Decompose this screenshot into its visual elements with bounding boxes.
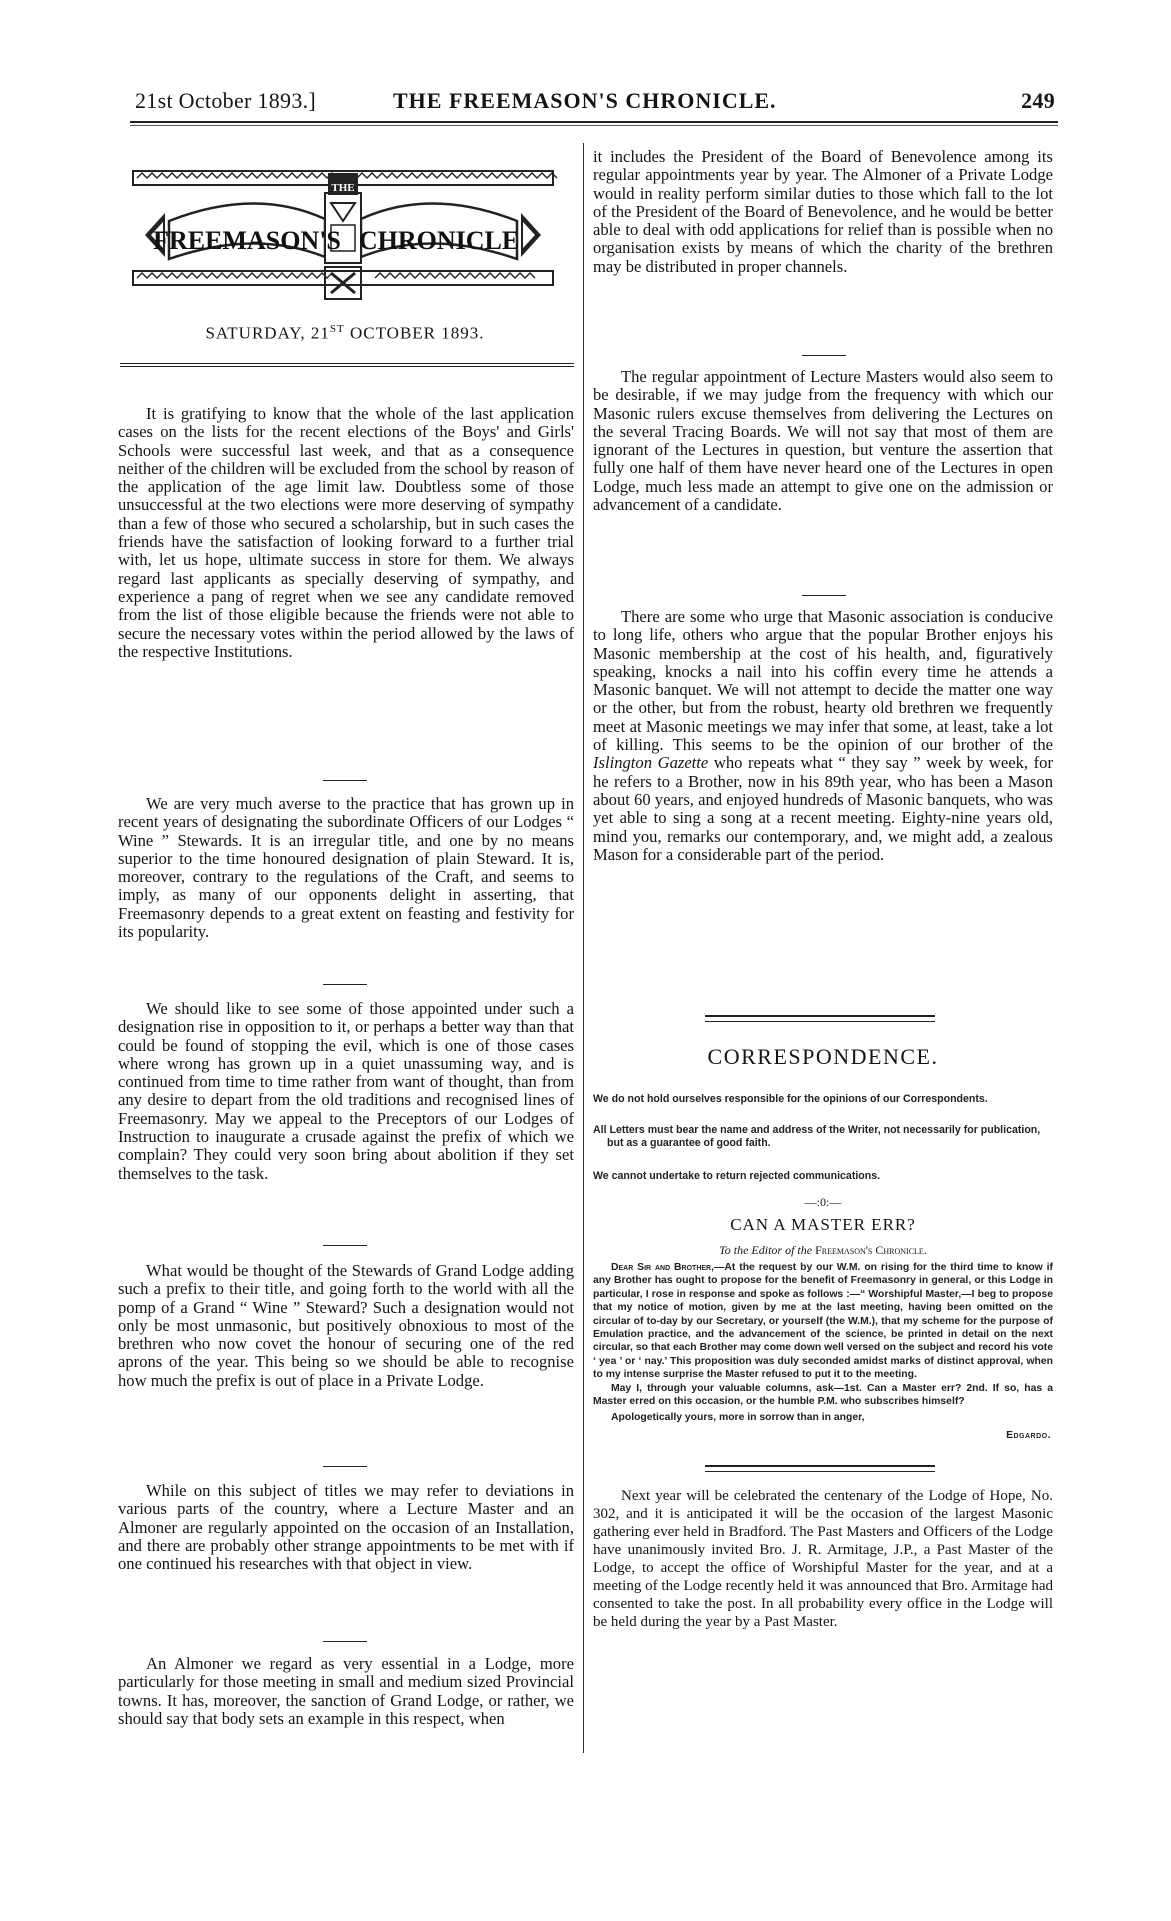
date-rule-second: [120, 366, 574, 367]
article-text: There are some who urge that Masonic association is conducive to long life, others who argue that the popular Brother enjoys his Masonic membership at the cost of his health, and, figuratively speaking, knocks a nail into his coffin every time he attends a Masonic banquet. We will not attempt to decide the matter one way or the other, but from the robust, hearty old brethren we frequently meet at Masonic meetings we may infer that some, at least, take a lot of killing. This seems to be the opinion of our brother of the: [593, 607, 1053, 755]
letter-paragraph: [593, 1261, 1053, 1382]
correspondence-notice: All Letters must bear the name and address of the Writer, not necessarily for publication, but as a guarantee of good faith.: [593, 1124, 1041, 1149]
right-paragraph-1: [593, 148, 1053, 276]
letter-to-paper: Freemason's Chronicle.: [815, 1243, 927, 1257]
header-date: 21st October 1893.]: [135, 88, 317, 113]
pub-day: 21: [310, 323, 330, 343]
section-end-rule: [705, 1465, 935, 1467]
letter-text: —At the request by our W.M. on rising for the third time to know if any Brother has ought to propose for the benefit of Freemasonry in general, or this Lodge in particular, I rose in response and spoke as follows :—“ Worshipful Master,—I beg to propose that my notice of motion, given by me at the last meeting, having been omitted on the circular of to-day by our Secretary, or yourself (the W.M.), that my scheme for the purpose of Emulation practice, and the advancement of the science, be printed in detail on the next circular, so that each Brother may come down well versed on the subject and record his vote ‘ yea ’ or ‘ nay.’ This proposition was duly seconded amidst marks of distinct approval, when to my intense surprise the Master refused to put it to the meeting.: [593, 1262, 1053, 1381]
letter-to-prefix: To the Editor of the: [719, 1243, 813, 1257]
article-paragraph: What would be thought of the Stewards of Grand Lodge adding such a prefix to their title, and going forth to the world with all the pomp of a Grand “ Wine ” Steward? Such a designation would not only be most unmasonic, but positively obnoxious to most of the brethren who now covet the honour of securing one of the red aprons of the year. This being so we should be able to recognise how much the prefix is out of place in a Private Lodge.: [118, 1261, 574, 1390]
masthead-text-the: THE: [331, 182, 355, 194]
masthead-text-freemasons: FREEMASON'S: [153, 226, 341, 255]
page-number: 249: [1021, 88, 1055, 113]
correspondence-notice: We do not hold ourselves responsible for the opinions of our Correspondents.: [593, 1093, 988, 1105]
left-paragraph-2: [118, 795, 574, 941]
paragraph-separator: [323, 1466, 367, 1467]
letter-title: CAN A MASTER ERR?: [730, 1215, 916, 1234]
correspondence-rule: [705, 1015, 935, 1017]
pub-month-year: OCTOBER 1893.: [349, 323, 485, 343]
header-title: THE FREEMASON'S CHRONICLE.: [393, 88, 777, 113]
running-head: [135, 88, 1055, 124]
publication-date: [120, 323, 570, 344]
letter-signoff: Apologetically yours, more in sorrow than in anger,: [611, 1412, 865, 1423]
article-paragraph: An Almoner we regard as very essential in a Lodge, more particularly for those meeting in small and medium sized Provincial towns. It has, moreover, the sanction of Grand Lodge, or rather, we should say that body sets an example in this respect, when: [118, 1654, 574, 1728]
column-divider: [583, 143, 584, 1753]
paragraph-separator: [323, 780, 367, 781]
left-paragraph-4: [118, 1262, 574, 1390]
letter-salutation: Dear Sir and Brother,: [611, 1262, 714, 1273]
left-paragraph-1: [118, 405, 574, 661]
article-paragraph: We are very much averse to the practice that has grown up in recent years of designating the subordinate Officers of our Lodges “ Wine ” Stewards. It is an irregular title, and one by no means superior to the time honoured designation of plain Steward. It is, moreover, contrary to the regulations of the Craft, and seems to imply, as many of our opponents delight in asserting, that Freemasonry depends to a great extent on feasting and festivity for its popularity.: [118, 794, 574, 942]
masthead-bottom-pattern-left: [137, 273, 337, 278]
left-paragraph-3: [118, 1000, 574, 1183]
letter-addressee: [593, 1243, 1053, 1258]
section-ornament: —:0:—: [804, 1195, 842, 1209]
closing-paragraph: [593, 1487, 1053, 1631]
paragraph-separator: [802, 595, 846, 596]
correspondence-notice: We cannot undertake to return rejected communications.: [593, 1170, 881, 1182]
article-text: who repeats what “ they say ” week by week, for he refers to a Brother, now in his 89th year, who has been a Mason about 60 years, and enjoyed hundreds of Masonic banquets, who was yet able to sing a song at a recent meeting. Eighty-nine years old, mind you, remarks our contemporary, and, we might add, a zealous Mason for a considerable part of the period.: [593, 753, 1053, 864]
header-rule: [130, 121, 1058, 123]
article-paragraph: The regular appointment of Lecture Masters would also seem to be desirable, if we may judge from the frequency with which our Masonic rulers excuse themselves from delivering the Lectures on the several Tracing Boards. We will not say that most of them are ignorant of the Lectures in question, but venture the assertion that fully one half of them have never heard one of the Lectures in open Lodge, much less made an attempt to give one on the admission or advancement of a candidate.: [593, 367, 1053, 515]
letter-signature: Edgardo.: [1006, 1430, 1051, 1441]
paragraph-separator: [323, 1641, 367, 1642]
article-paragraph: While on this subject of titles we may refer to deviations in various parts of the country, where a Lecture Master and an Almoner are regularly appointed on the occasion of an Installation, and there are probably other strange appointments to be met with if one continued his researches with that object in view.: [118, 1481, 574, 1574]
newspaper-name: Islington Gazette: [593, 753, 709, 773]
article-paragraph: it includes the President of the Board of Benevolence among its regular appointments year by year. The Almoner of a Private Lodge would in reality perform similar duties to those which fall to the lot of the President of the Board of Benevolence, and he would be better able to deal with odd applications for relief than is possible when no organisation exists by means of which the charity of the brethren may be distributed in proper channels.: [593, 147, 1053, 276]
paragraph-separator: [323, 984, 367, 985]
masthead-bottom-pattern-right: [375, 273, 535, 278]
pub-day-name: SATURDAY,: [205, 323, 306, 343]
article-paragraph: [593, 608, 1053, 864]
right-paragraph-2: [593, 368, 1053, 514]
letter-body: [593, 1261, 1053, 1408]
article-paragraph: We should like to see some of those appointed under such a designation rise in opposition to it, or perhaps a better way than that could be found of stopping the evil, which is one of those cases where wrong has grown up in a quiet unassuming way, and is continued from time to time rather from want of thought, than from any desire to depart from the old traditions and recognised lines of Freemasonry. May we appeal to the Preceptors of our Lodges of Instruction to inaugurate a crusade against the prefix of which we complain? They could very soon bring about abolition if they set themselves to the task.: [118, 999, 574, 1183]
pub-ordinal: ST: [329, 323, 345, 335]
date-rule: [120, 363, 574, 364]
correspondence-rule-thin: [705, 1021, 935, 1022]
section-end-rule-thin: [705, 1471, 935, 1472]
correspondence-heading: CORRESPONDENCE.: [707, 1044, 939, 1069]
masthead-svg: [125, 163, 575, 311]
left-paragraph-5: [118, 1482, 574, 1573]
article-paragraph: Next year will be celebrated the centenary of the Lodge of Hope, No. 302, and it is anticipated it will be the occasion of the largest Masonic gathering ever held in Bradford. The Past Masters and Officers of the Lodge have unanimously invited Bro. J. R. Armitage, J.P., a Past Master of the Lodge, to accept the office of Worshipful Master for the year, and at a meeting of the Lodge recently held it was announced that Bro. Armitage had consented to take the post. In all probability every office in the Lodge will be held during the year by a Past Master.: [593, 1488, 1053, 1630]
article-paragraph: It is gratifying to know that the whole of the last application cases on the lists for the recent elections of the Boys' and Girls' Schools were successful last week, and that as a consequence neither of the children will be excluded from the school by reason of the application of the age limit law. Doubtless some of those unsuccessful at the two elections were more deserving of sympathy than a few of those who secured a scholarship, but in such cases the friends have the satisfaction of looking forward to a further trial with, let us hope, ultimate success in store for them. We always regard last applicants as specially deserving of sympathy, and experience a pang of regret when we see any candidate removed from the list of those eligible because the friends were not able to secure the necessary votes within the period allowed by the laws of the respective Institutions.: [118, 404, 574, 661]
masthead-logo: [125, 163, 575, 311]
letter-paragraph: May I, through your valuable columns, ask—1st. Can a Master err? 2nd. If so, has a Master erred on this occasion, or the humble P.M. who subscribes himself?: [593, 1382, 1053, 1408]
right-paragraph-3: [593, 608, 1053, 864]
header-rule-thin: [130, 125, 1058, 126]
paragraph-separator: [802, 355, 846, 356]
masthead-text-chronicle: CHRONICLE: [358, 226, 520, 255]
paragraph-separator: [323, 1245, 367, 1246]
left-paragraph-6: [118, 1655, 574, 1728]
